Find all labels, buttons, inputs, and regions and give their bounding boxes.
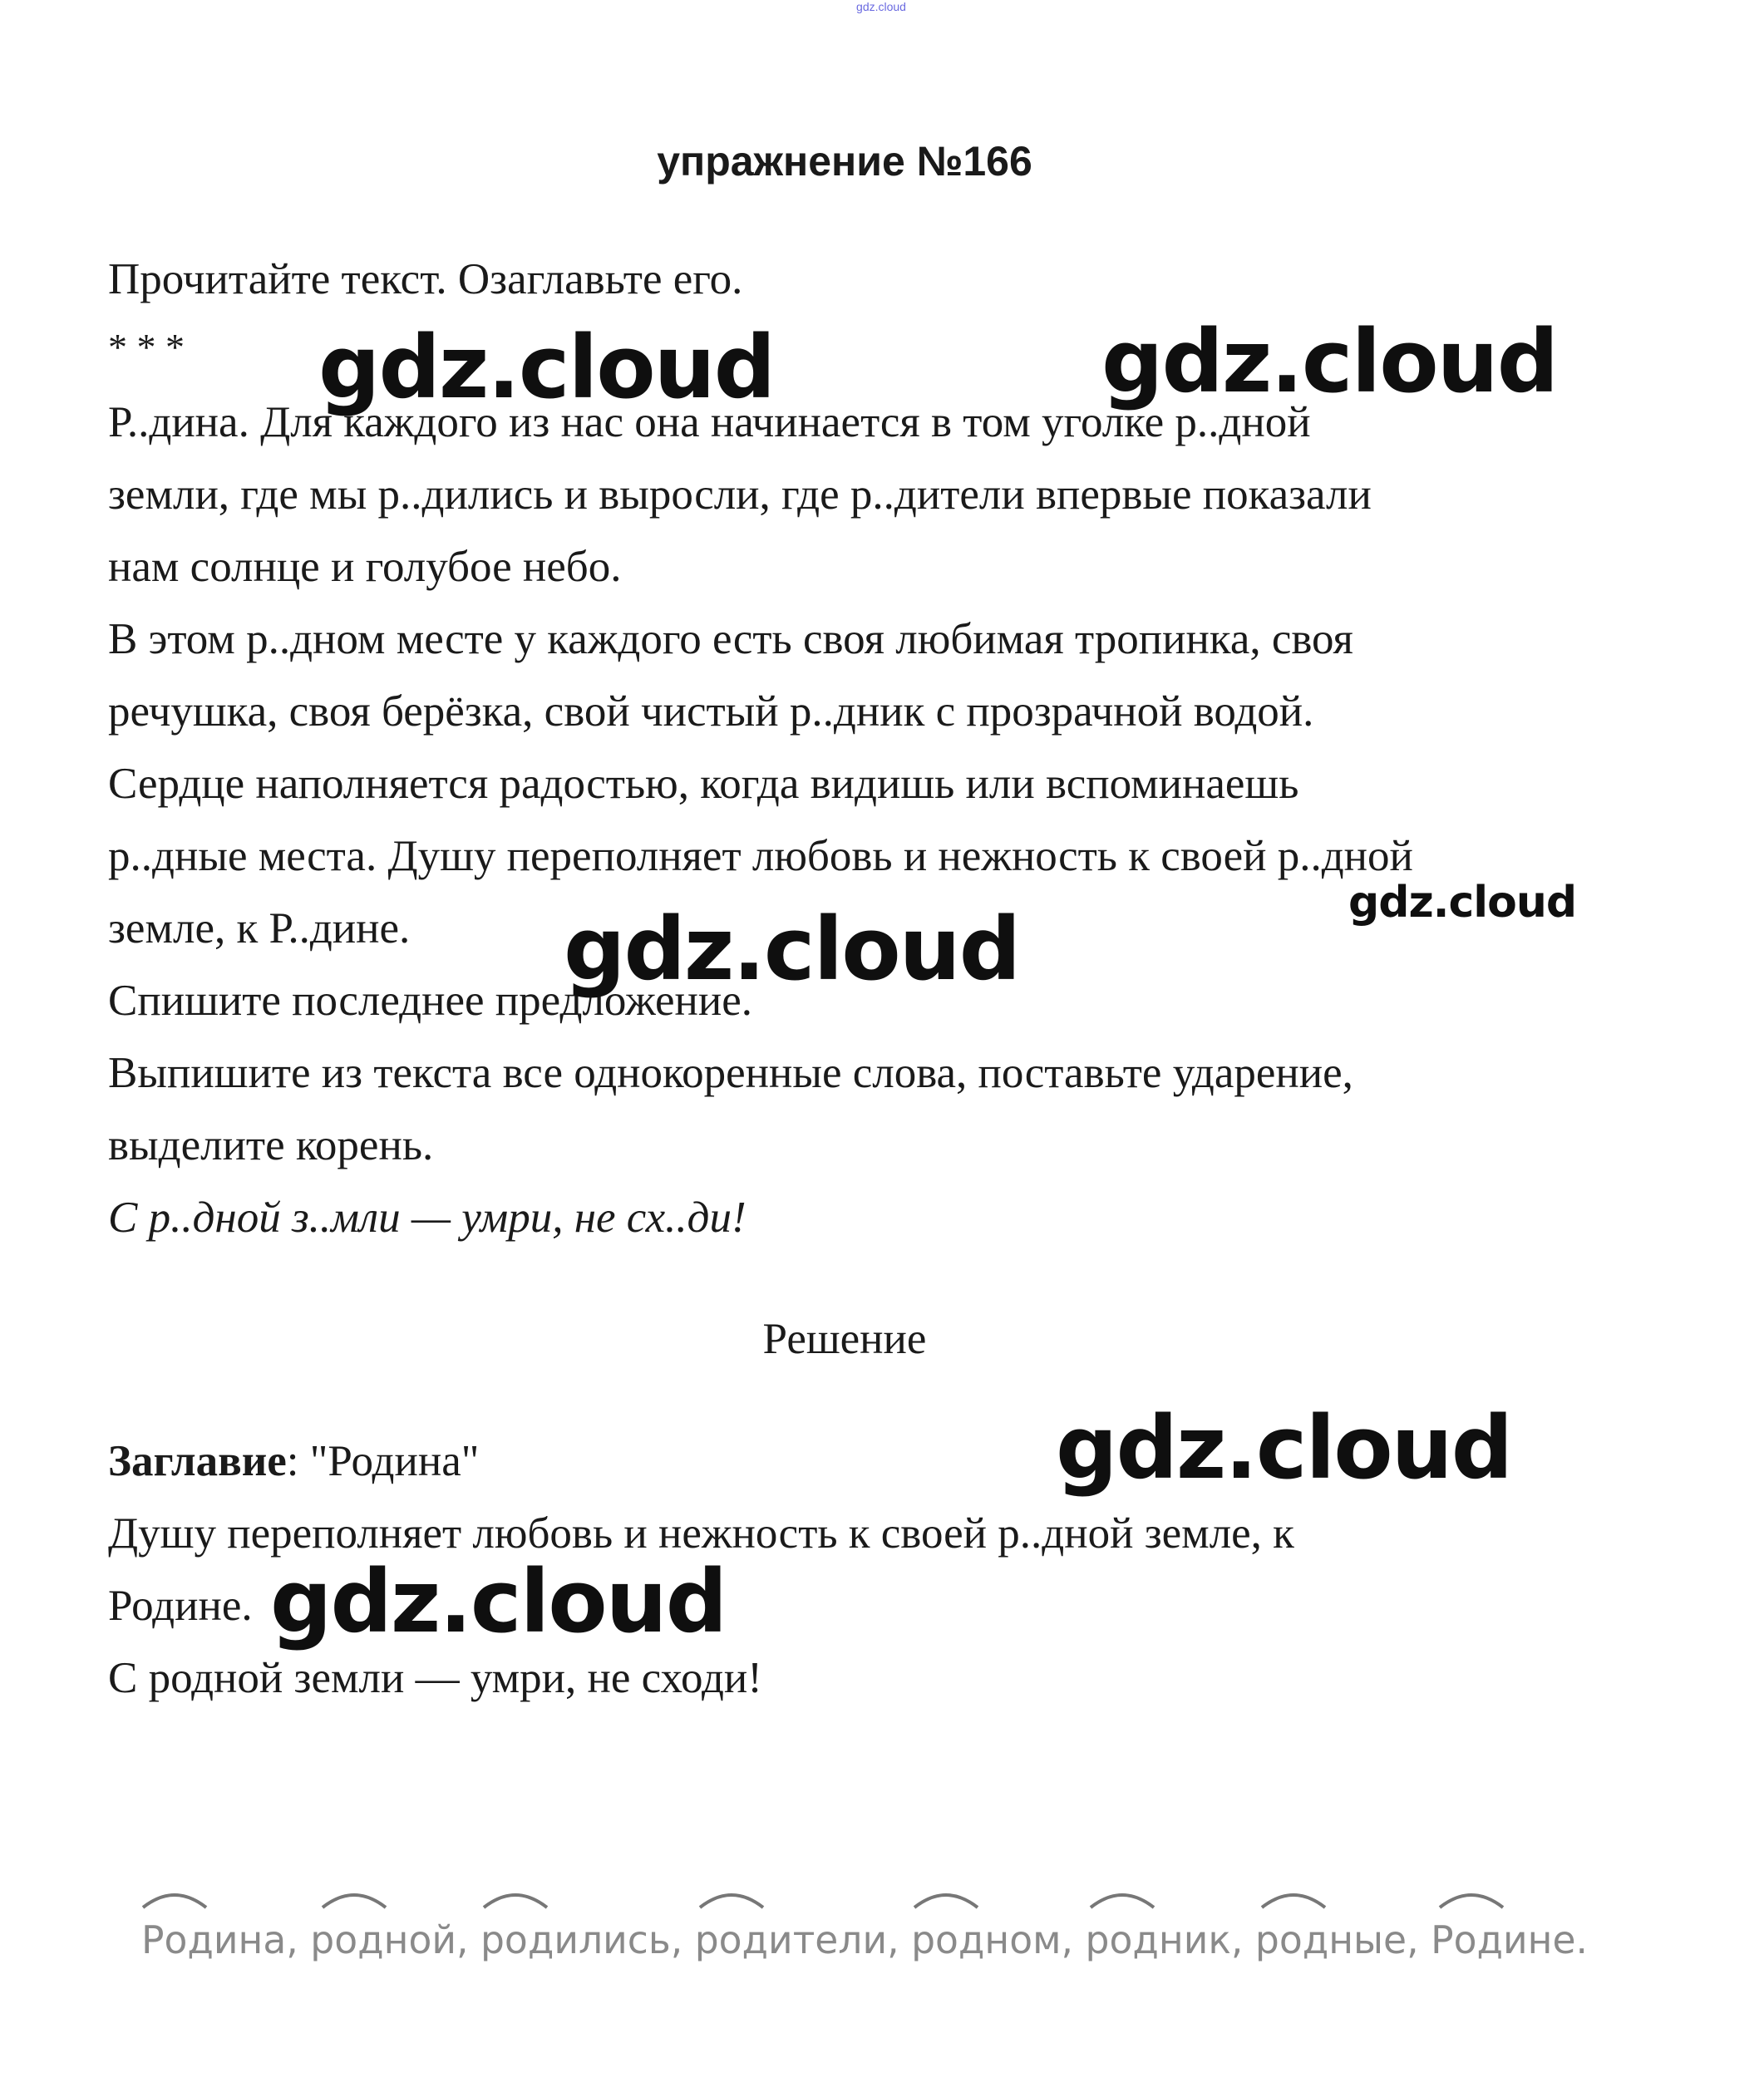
roots-words-text: Родина, родной, родились, родители, родном, родник, родные, Родине.	[141, 1917, 1588, 1962]
text-line-2: земли, где мы р..дились и выросли, где р..дители впервые показали	[108, 470, 1372, 519]
solution-title	[108, 1437, 480, 1485]
root-arc-4	[700, 1895, 763, 1907]
solution-title-label: Заглавие	[108, 1437, 287, 1485]
watermark-2: gdz.cloud	[1101, 311, 1558, 412]
solution-sentence-line-2: Родине.	[108, 1582, 253, 1630]
task-roots-instruction-2: выделите корень.	[108, 1121, 434, 1169]
watermark-3: gdz.cloud	[1348, 878, 1577, 928]
watermark-6: gdz.cloud	[270, 1551, 727, 1652]
root-arc-6	[1091, 1895, 1154, 1907]
root-arc-5	[914, 1895, 978, 1907]
separator-stars: * * *	[108, 326, 185, 368]
watermark-4: gdz.cloud	[564, 898, 1020, 1000]
solution-sentence-line-1: Душу переполняет любовь и нежность к своей р..дной земле, к	[108, 1509, 1294, 1558]
text-line-8: земле, к Р..дине.	[108, 904, 411, 952]
task-roots-instruction-1: Выпишите из текста все однокоренные слова, поставьте ударение,	[108, 1049, 1353, 1097]
solution-heading: Решение	[762, 1315, 927, 1363]
root-arc-1	[143, 1895, 206, 1907]
text-line-6: Сердце наполняется радостью, когда видишь или вспоминаешь	[108, 760, 1299, 808]
task-instruction: Прочитайте текст. Озаглавьте его.	[108, 255, 743, 303]
root-arc-7	[1262, 1895, 1325, 1907]
task-copy-instruction: Спишите последнее предложение.	[108, 977, 753, 1025]
text-line-7: р..дные места. Душу переполняет любовь и нежность к своей р..дной	[108, 832, 1413, 880]
task-proverb: С р..дной з..мли — умри, не сх..ди!	[108, 1194, 746, 1242]
roots-arcs	[141, 1874, 1604, 1966]
root-arc-3	[484, 1895, 547, 1907]
top-watermark: gdz.cloud	[856, 0, 906, 13]
roots-word-list	[141, 1874, 1604, 1966]
watermark-1: gdz.cloud	[318, 317, 775, 418]
solution-title-value: : "Родина"	[286, 1437, 480, 1485]
text-line-3: нам солнце и голубое небо.	[108, 543, 622, 591]
root-arc-8	[1440, 1895, 1503, 1907]
page-title: упражнение №166	[657, 138, 1032, 185]
watermark-5: gdz.cloud	[1056, 1397, 1512, 1499]
text-line-4: В этом р..дном месте у каждого есть своя любимая тропинка, своя	[108, 615, 1353, 663]
root-arc-2	[323, 1895, 386, 1907]
text-line-5: речушка, своя берёзка, свой чистый р..дник с прозрачной водой.	[108, 687, 1314, 736]
text-line-1: Р..дина. Для каждого из нас она начинается в том уголке р..дной	[108, 398, 1311, 446]
solution-proverb: С родной земли — умри, не сходи!	[108, 1654, 762, 1702]
